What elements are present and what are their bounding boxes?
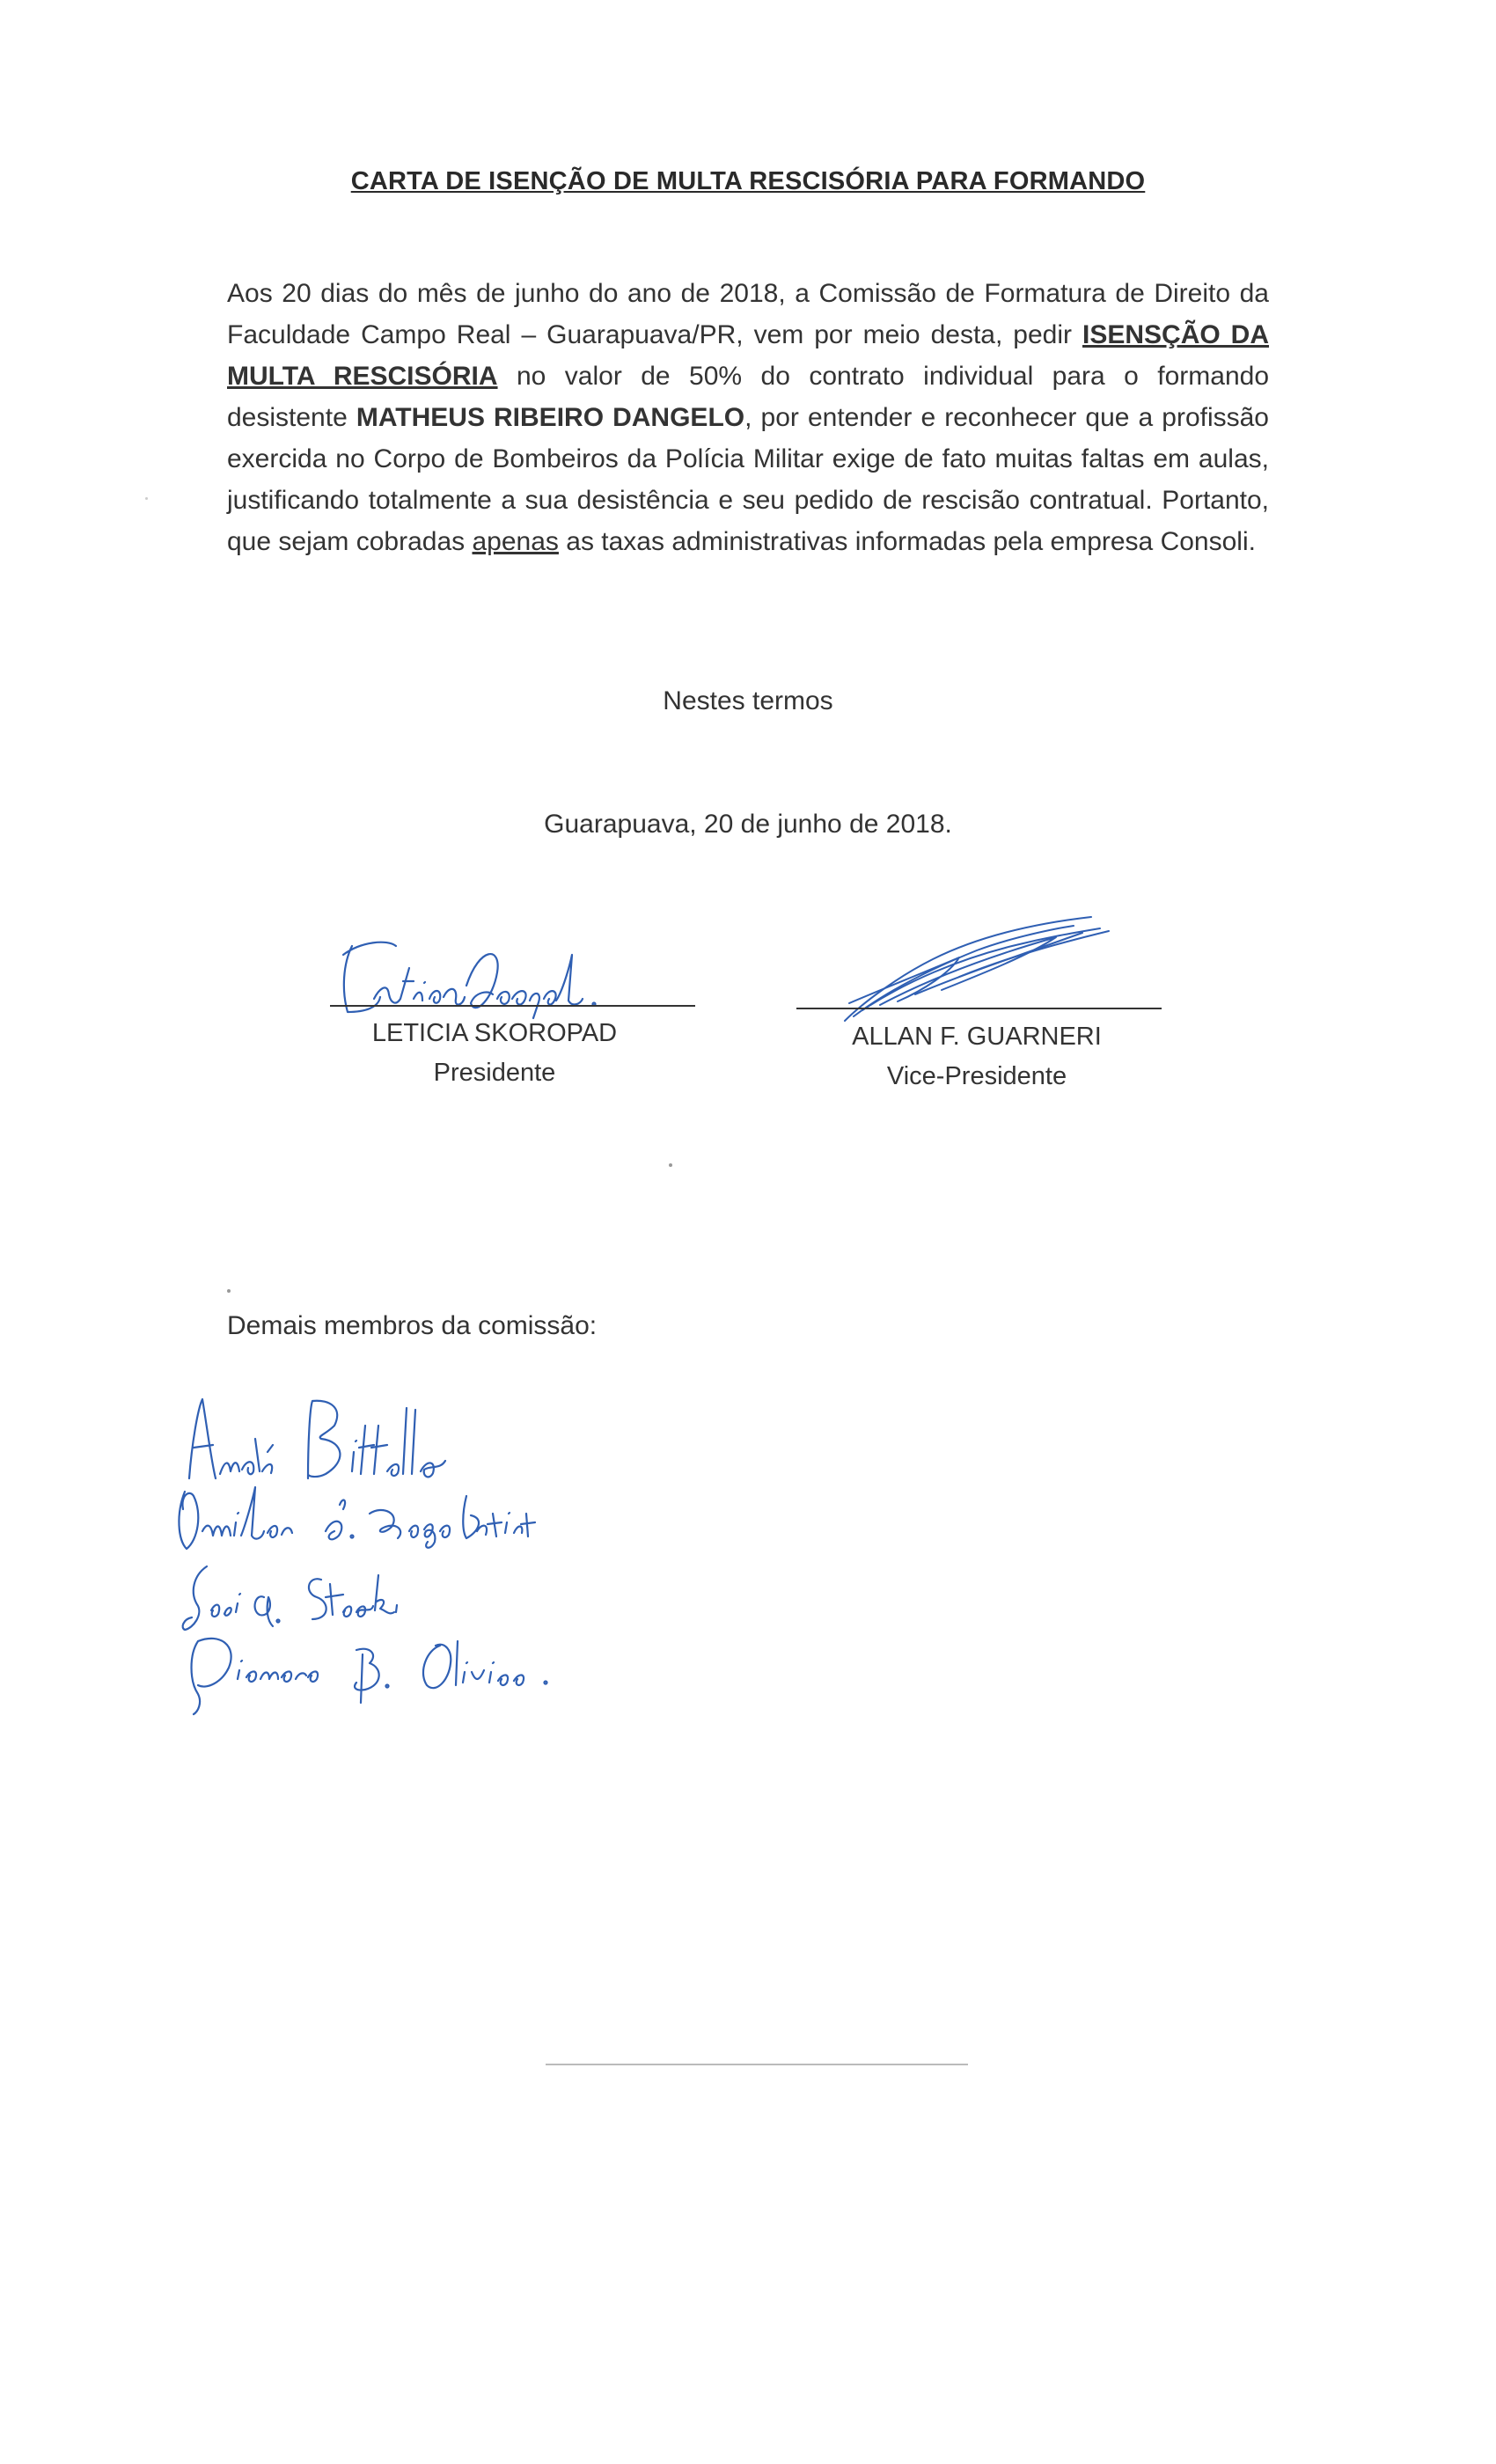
signature-president-handwriting	[326, 928, 625, 1025]
page-bottom-rule	[546, 2064, 968, 2065]
members-label: Demais membros da comissão:	[227, 1311, 598, 1340]
signatory-role-president: Presidente	[433, 1059, 556, 1087]
signature-line-president	[330, 1005, 695, 1007]
closing-text: Nestes termos	[663, 686, 833, 715]
signature-vice-president-handwriting	[827, 906, 1126, 1030]
emphasis-exemption: ISENSÇÃO DA MULTA RESCISÓRIA	[227, 320, 1270, 391]
scan-speck	[145, 497, 148, 500]
signatory-role-vice-president: Vice-Presidente	[886, 1062, 1067, 1090]
signatory-name-vice-president: ALLAN F. GUARNERI	[852, 1023, 1102, 1051]
document-title: CARTA DE ISENÇÃO DE MULTA RESCISÓRIA PARA FORMANDO	[350, 167, 1146, 195]
signatory-name-president: LETICIA SKOROPAD	[371, 1019, 618, 1047]
scan-speck	[669, 1163, 672, 1167]
body-paragraph	[227, 273, 1269, 562]
body-text-part4: as taxas administrativas informadas pela empresa Consoli.	[558, 527, 1256, 556]
signature-line-vice-president	[796, 1008, 1162, 1009]
scan-speck	[227, 1289, 231, 1293]
member-signature-hamilton	[167, 1478, 537, 1558]
body-text-part2: no valor de 50% do contrato individual para o formando desistente	[227, 362, 1270, 432]
member-signature-dionara	[176, 1619, 572, 1716]
emphasis-student-name: MATHEUS RIBEIRO DANGELO	[356, 403, 745, 432]
date-line: Guarapuava, 20 de junho de 2018.	[544, 810, 952, 839]
member-signature-andre	[176, 1390, 466, 1487]
body-text-part3: , por entender e reconhecer que a profissão exercida no Corpo de Bombeiros da Polícia Militar exige de fato muitas faltas em aulas, justificando totalmente a sua desistência e seu pedido de rescisão contratual. Portanto, que sejam cobradas	[227, 403, 1269, 556]
emphasis-only: apenas	[472, 527, 559, 556]
body-text-part1: Aos 20 dias do mês de junho do ano de 2018, a Comissão de Formatura de Direito da Faculdade Campo Real – Guarapuava/PR, vem por meio desta, pedir	[227, 279, 1269, 349]
